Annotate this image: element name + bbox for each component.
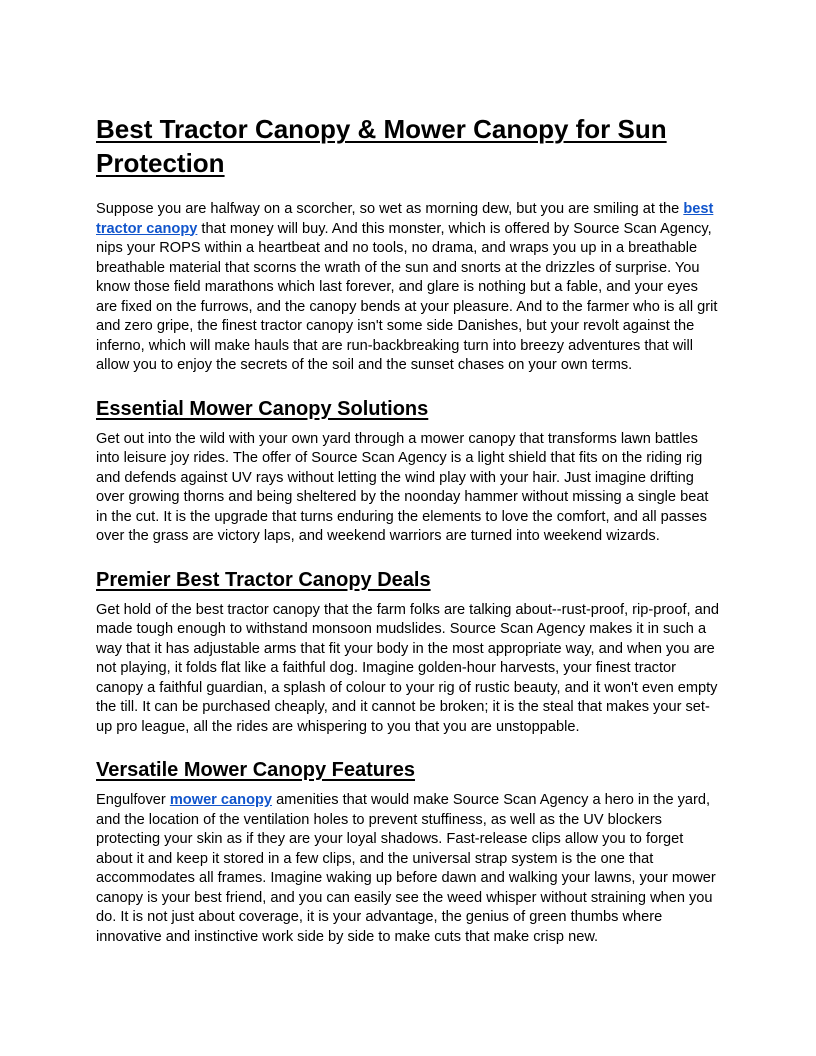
intro-text-before-link: Suppose you are halfway on a scorcher, so wet as morning dew, but you are smiling at the — [96, 201, 684, 217]
intro-text-after-link: that money will buy. And this monster, which is offered by Source Scan Agency, nips your ROPS within a heartbeat and no tools, no drama, and wraps you up in a breathable breathable material that scorns the wrath of the sun and snorts at the drizzles of surprise. You know those field marathons which last forever, and glare is nothing but a fable, and your eyes are fixed on the furrows, and the canopy bends at your pleasure. And to the farmer who is all grit and zero gripe, the finest tractor canopy isn't some side Danishes, but your revolt against the inferno, which will make hauls that are run-backbreaking turn into breezy adventures that will allow you to enjoy the secrets of the soil and the sunset chases on your own terms. — [96, 220, 718, 373]
section-premier-tractor-canopy-deals — [96, 567, 722, 738]
document-page — [96, 112, 722, 967]
section-heading: Essential Mower Canopy Solutions — [96, 397, 429, 420]
section-body: Get out into the wild with your own yard through a mower canopy that transforms lawn battles into leisure joy rides. The offer of Source Scan Agency is a light shield that fits on the riding rig and defends against UV rays without letting the wind play with your hair. Just imagine drifting over growing thorns and being sheltered by the noonday hammer without missing a single beat in the cut. It is the upgrade that turns enduring the elements to love the comfort, and all passes over the grass are victory laps, and weekend warriors are turned into weekend wizards. — [96, 430, 709, 544]
section-heading: Versatile Mower Canopy Features — [96, 759, 416, 781]
intro-paragraph — [96, 200, 722, 376]
section-versatile-mower-canopy — [96, 757, 722, 947]
section-body: Get hold of the best tractor canopy that the farm folks are talking about--rust-proof, rip-proof, and made tough enough to withstand monsoon mudslides. Source Scan Agency makes it in such a way that it has adjustable arms that fit your body in the most appropriate way, and when you are not playing, it folds flat like a faithful dog. Imagine golden-hour harvests, your finest tractor canopy a faithful guardian, a splash of colour to your rig of rustic beauty, and it won't even empty the till. It can be purchased cheaply, and it cannot be broken; it is the steal that makes your set-up pro league, all the rides are whispering to you that you are unstoppable. — [96, 601, 719, 735]
section-heading: Premier Best Tractor Canopy Deals — [96, 568, 431, 591]
section-body — [96, 791, 722, 947]
section-text-before-link: Engulfover — [96, 792, 170, 808]
page-title: Best Tractor Canopy & Mower Canopy for Sun Protection — [96, 114, 667, 178]
section-text-after-link: amenities that would make Source Scan Agency a hero in the yard, and the location of the ventilation holes to prevent stuffiness, as well as the UV blockers protecting your skin as if they are your loyal shadows. Fast-release clips allow you to forget about it and keep it stored in a few clips, and the universal strap system is the one that accommodates all frames. Imagine waking up before dawn and walking your lawns, your mower canopy is your best friend, and you can easily see the weed whisper without straining when you do. It is not just about coverage, it is your advantage, the genius of green thumbs where innovative and instinctive work side by side to make cuts that make crisp new. — [96, 792, 716, 945]
mower-canopy-link[interactable]: mower canopy — [169, 792, 273, 808]
section-essential-mower-canopy — [96, 396, 722, 547]
best-tractor-canopy-link[interactable]: best tractor canopy — [96, 201, 714, 237]
